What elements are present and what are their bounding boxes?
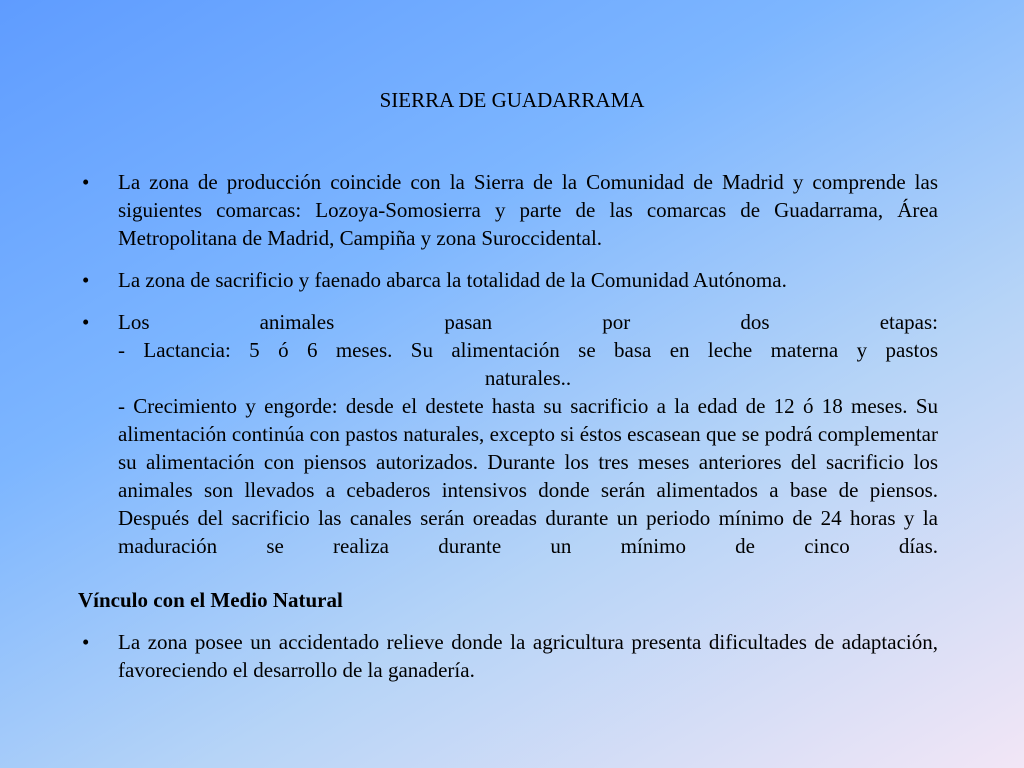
bullet-marker: • [82,268,90,292]
stage-crecimiento: - Crecimiento y engorde: desde el destete hasta su sacrificio a la edad de 12 ó 18 meses. Su alimentación continúa con pastos naturales, excepto si éstos escasean que se podrá complementar su alimentación con piensos autorizados. Durante los tres meses anteriores del sacrificio los animales son llevados a cebaderos intensivos donde serán alimentados a base de piensos. Después del sacrificio las canales serán oreadas durante un periodo mínimo de 24 horas y la maduración se realiza durante un mínimo de cinco días. [118,394,938,558]
slide-title: SIERRA DE GUADARRAMA [379,88,645,112]
stage-lactancia-continued: naturales.. [484,366,572,390]
bullet-marker: • [82,630,90,654]
bullet-text: La zona posee un accidentado relieve donde la agricultura presenta dificultades de adaptación, favoreciendo el desarrollo de la ganadería. [118,630,938,682]
bullet-text: La zona de sacrificio y faenado abarca la totalidad de la Comunidad Autónoma. [118,268,787,292]
bullet-text: La zona de producción coincide con la Sierra de la Comunidad de Madrid y comprende las siguientes comarcas: Lozoya-Somosierra y parte de las comarcas de Guadarrama, Área Metropolitana de Madrid, Campiña y zona Suroccidental. [118,170,938,250]
section-heading-medio-natural: Vínculo con el Medio Natural [78,588,343,612]
stage-lactancia: - Lactancia: 5 ó 6 meses. Su alimentación se basa en leche materna y pastos [118,338,938,362]
bullet-marker: • [82,170,90,194]
bullet-item-slaughter-zone [78,266,938,294]
bullet-item-relief [78,628,938,684]
slide-content [78,168,938,684]
stages-intro: Los animales pasan por dos etapas: [118,310,938,334]
bullet-marker: • [82,310,90,334]
bullet-item-production-zone [78,168,938,252]
bullet-item-animal-stages [78,308,938,560]
